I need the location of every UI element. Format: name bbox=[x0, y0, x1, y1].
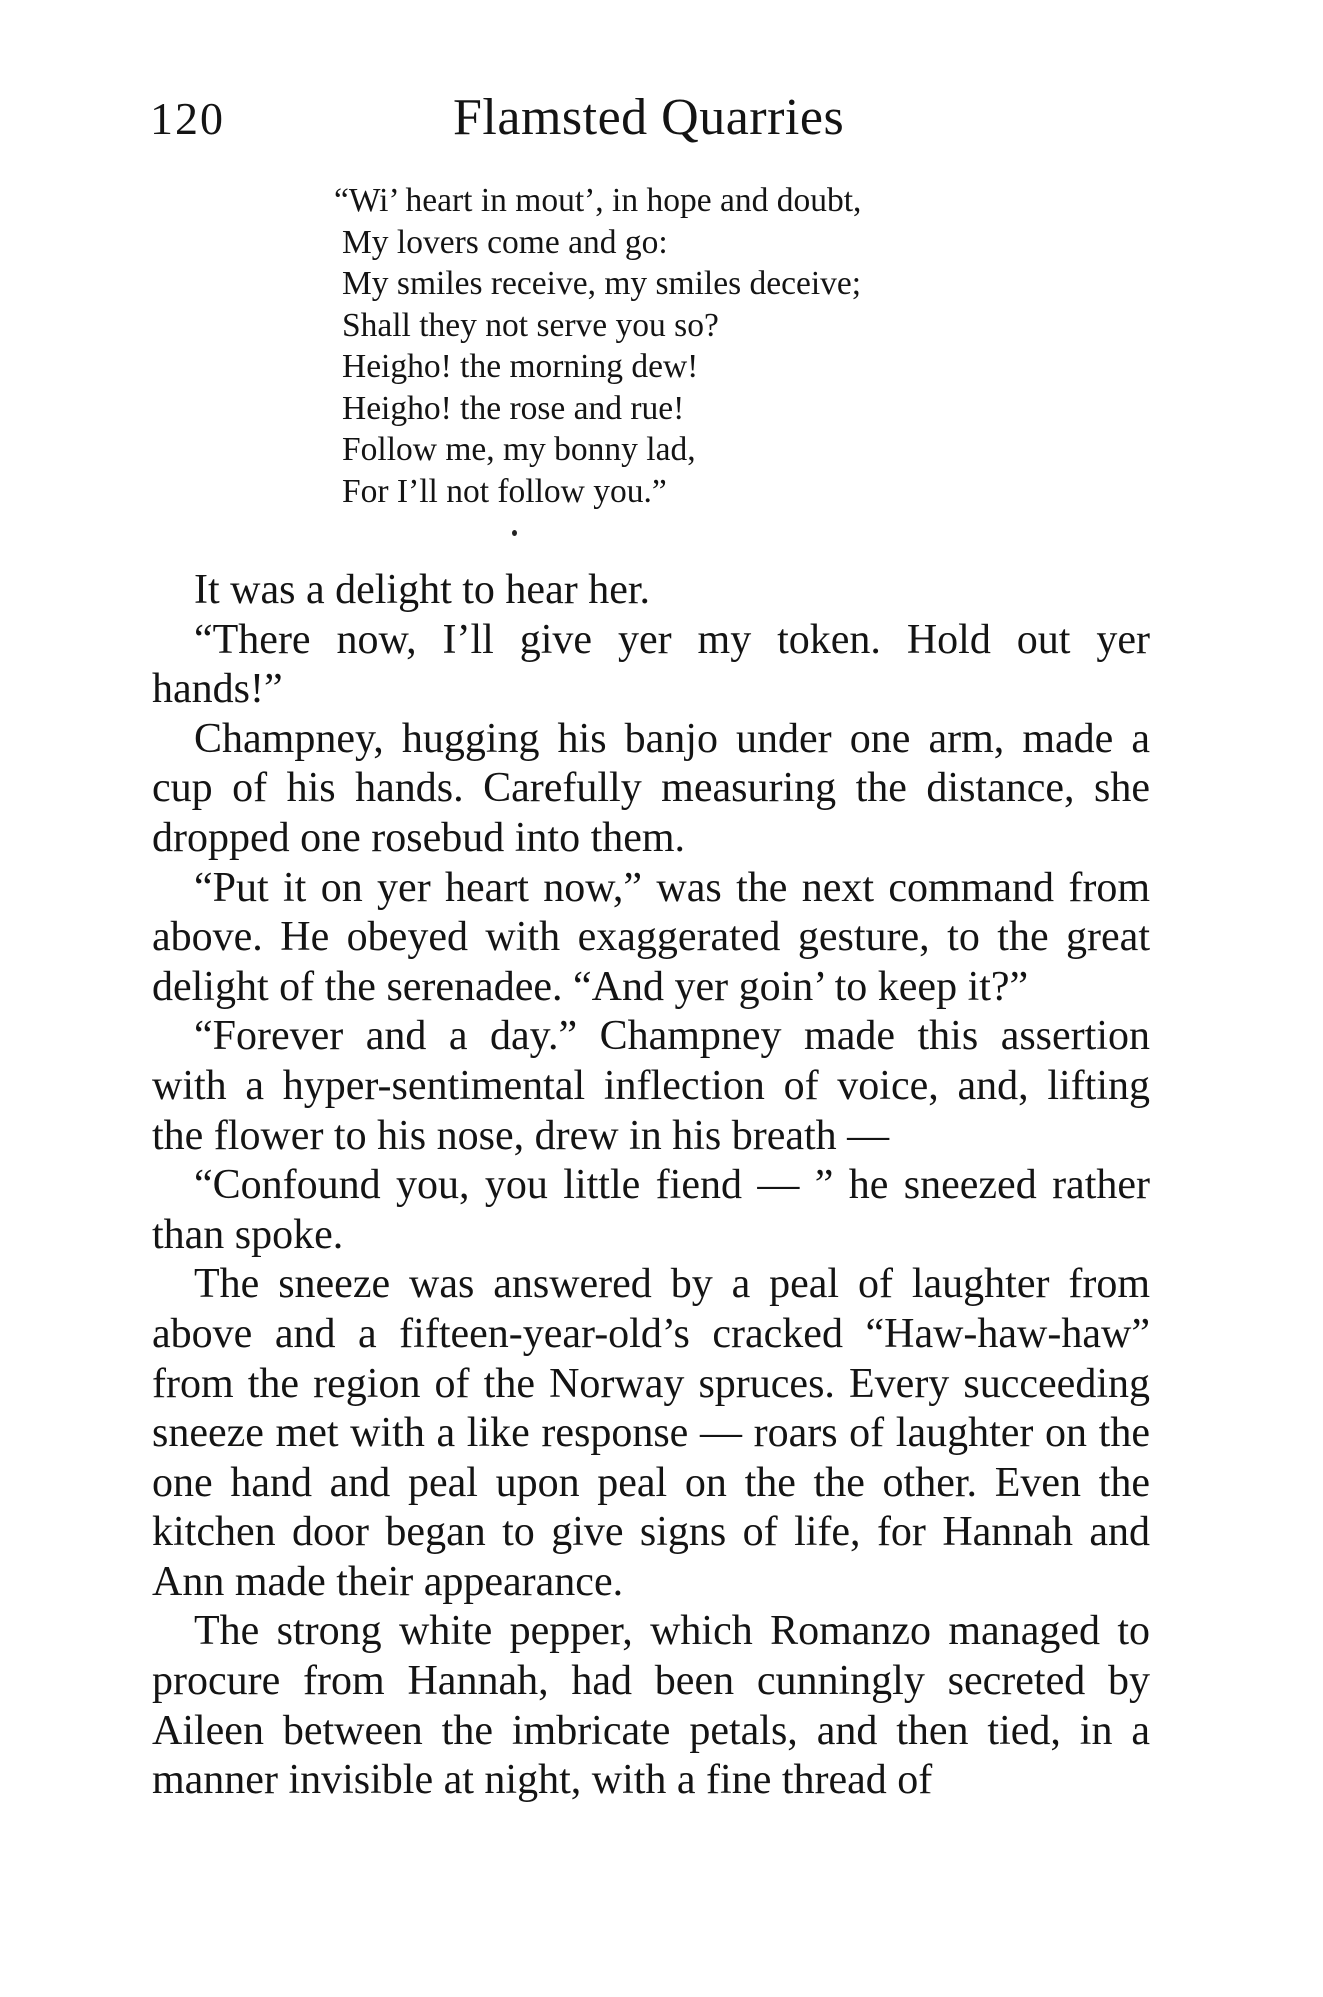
paragraph: The strong white pepper, which Romanzo managed to procure from Hannah, had been cunningly secreted by Aileen between the imbricate petals, and then tied, in a manner invisible at night, with a fine thread of bbox=[152, 1608, 1150, 1804]
poem-line: Follow me, my bonny lad, bbox=[342, 431, 696, 468]
paragraph: The sneeze was answered by a peal of laughter from above and a fifteen-year-old’s cracked “Haw-haw-haw” from the region of the Norway spruces. Every succeeding sneeze met with a like response — roars of laughter on the one hand and peal upon peal on the the other. Even the kitchen door began to give signs of life, for Hannah and Ann made their appearance. bbox=[152, 1261, 1150, 1605]
paragraph: “Put it on yer heart now,” was the next command from above. He obeyed with exaggerated gesture, to the great delight of the serenadee. “And yer goin’ to keep it?” bbox=[152, 864, 1150, 1010]
paragraph: It was a delight to hear her. bbox=[194, 567, 651, 613]
poem-line: My lovers come and go: bbox=[342, 223, 668, 261]
page-header bbox=[150, 89, 1150, 162]
paragraph: “Confound you, you little fiend — ” he sneezed rather than spoke. bbox=[152, 1162, 1150, 1258]
page-number: 120 bbox=[150, 93, 225, 144]
body-text bbox=[152, 566, 1150, 1806]
poem-line: For I’ll not follow you.” bbox=[342, 472, 667, 510]
poem-line: “Wi’ heart in mout’, in hope and doubt, bbox=[334, 182, 862, 219]
paragraph: “There now, I’ll give yer my token. Hold out yer hands!” bbox=[152, 616, 1150, 713]
poem-line: Heigho! the rose and rue! bbox=[342, 389, 685, 427]
stray-print-mark bbox=[512, 530, 517, 536]
paragraph: “Forever and a day.” Champney made this assertion with a hyper-sentimental inflection of voice, and, lifting the flower to his nose, drew in his breath — bbox=[152, 1013, 1150, 1159]
poem-line: Shall they not serve you so? bbox=[342, 306, 719, 344]
running-title: Flamsted Quarries bbox=[453, 89, 845, 146]
poem-line: My smiles receive, my smiles deceive; bbox=[342, 265, 862, 302]
poem-stanza bbox=[334, 180, 1102, 512]
paragraph: Champney, hugging his banjo under one arm, made a cup of his hands. Carefully measuring the distance, she dropped one rosebud into them. bbox=[152, 715, 1150, 861]
poem-line: Heigho! the morning dew! bbox=[342, 348, 699, 385]
